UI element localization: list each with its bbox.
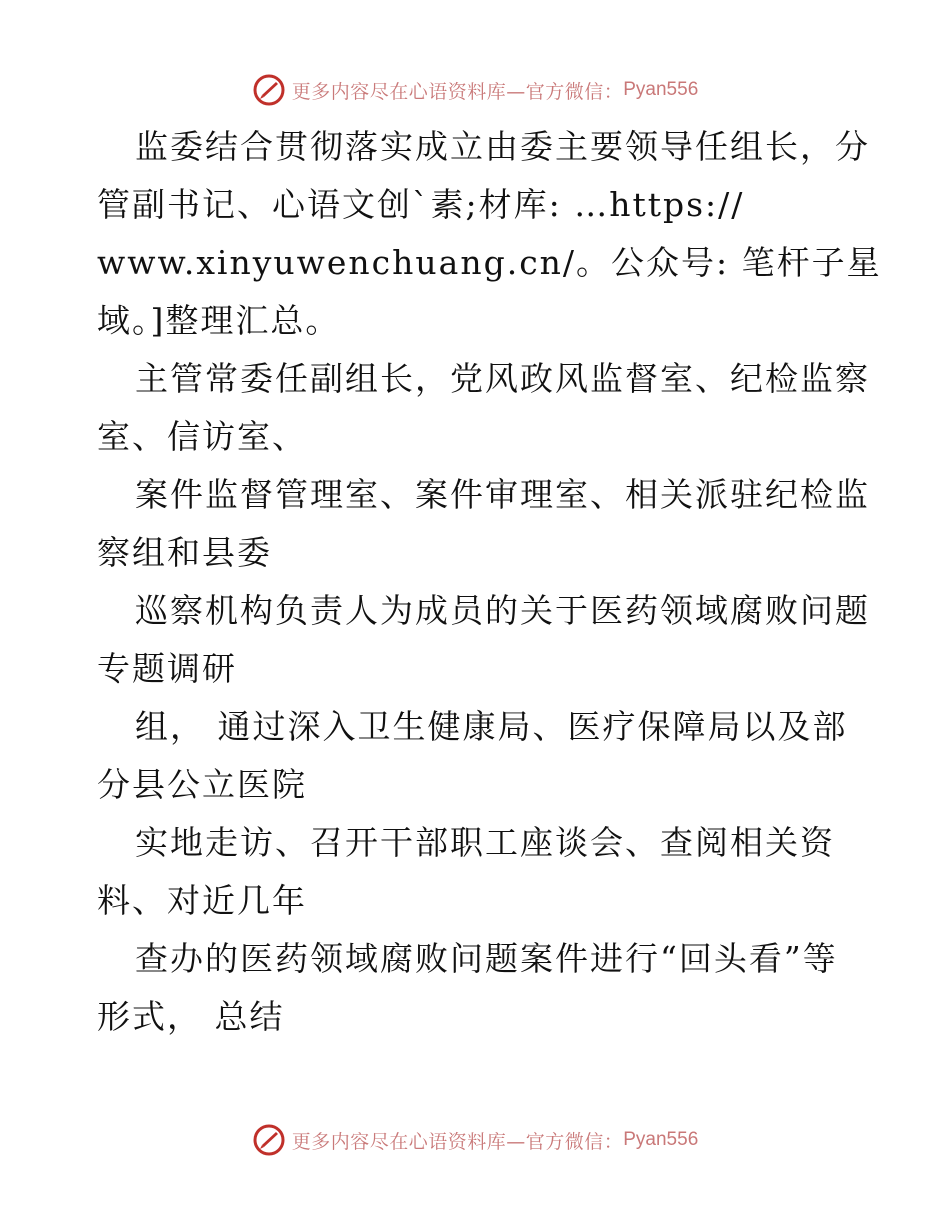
logo-icon — [252, 1123, 286, 1157]
body-line: 域。]整理汇总。 — [97, 301, 341, 340]
body-line — [97, 176, 857, 234]
body-line: 察组和县委 — [97, 533, 272, 572]
body-line: www.xinyuwenchuang.cn/。公众号: 笔杆子星 — [97, 243, 882, 282]
body-line: 分县公立医院 — [97, 765, 307, 804]
body-line: 巡察机构负责人为成员的关于医药领域腐败问题 — [135, 591, 870, 630]
body-line: 实地走访、召开干部职工座谈会、查阅相关资 — [135, 823, 835, 862]
footer-banner-text: 更多内容尽在心语资料库—官方微信： — [291, 1130, 624, 1153]
body-line: 料、对近几年 — [97, 881, 307, 920]
body-line: 形式， 总结 — [97, 997, 285, 1036]
body-line: 室、信访室、 — [97, 417, 307, 456]
body-line: 查办的医药领域腐败问题案件进行“回头看”等 — [135, 939, 838, 978]
body-line-text: 管副书记、心语文创`素;材库: …https:// — [97, 185, 745, 224]
document-body — [97, 118, 882, 1046]
footer-wechat-id: Pyan556 — [623, 1129, 699, 1150]
body-line: 监委结合贯彻落实成立由委主要领导任组长，分 — [135, 127, 870, 166]
body-line: 主管常委任副组长，党风政风监督室、纪检监察 — [135, 359, 870, 398]
header-banner — [0, 70, 950, 110]
header-wechat-id: Pyan556 — [623, 79, 699, 100]
footer-banner — [0, 1120, 950, 1160]
logo-icon — [252, 73, 286, 107]
body-line: 案件监督管理室、案件审理室、相关派驻纪检监 — [135, 475, 870, 514]
body-line: 专题调研 — [97, 649, 237, 688]
header-banner-text: 更多内容尽在心语资料库—官方微信： — [291, 80, 624, 103]
body-line: 组， 通过深入卫生健康局、医疗保障局以及部 — [135, 707, 848, 746]
